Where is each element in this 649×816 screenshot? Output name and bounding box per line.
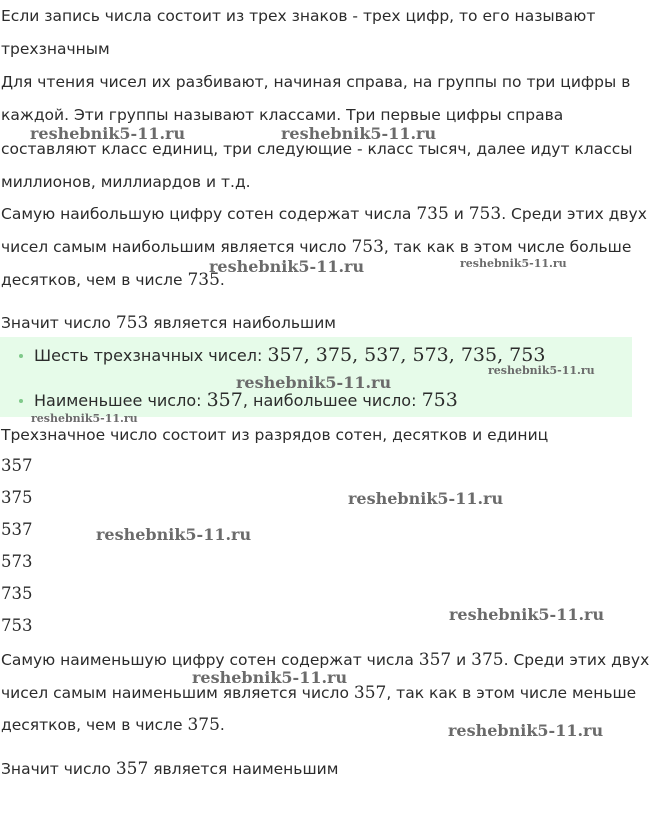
math-number: 753 [421, 389, 458, 411]
answer-item-six-numbers [34, 344, 545, 367]
math-number: 375 [471, 650, 504, 670]
text-segment: . [219, 271, 225, 289]
math-number: 753 [468, 204, 502, 224]
math-number: 357 [115, 759, 149, 779]
text-segment: Наименьшее число: [34, 391, 207, 410]
watermark: reshebnik5-11.ru [209, 257, 365, 276]
text-segment: является наибольшим [148, 314, 336, 332]
paragraph-greatest-conclusion [1, 313, 336, 333]
text-segment: Шесть трехзначных чисел: [34, 346, 268, 365]
paragraph-least-conclusion [1, 759, 338, 779]
text-segment: чисел самым наименьшим является число [1, 684, 354, 702]
text-segment: Значит число [1, 760, 116, 778]
watermark: reshebnik5-11.ru [281, 124, 437, 143]
text-segment: . Среди этих двух [503, 651, 649, 669]
paragraph-least-line1 [1, 650, 649, 670]
text-segment: , так как в этом числе больше [383, 238, 632, 256]
math-number: 375 [187, 715, 220, 735]
text-segment: чисел самым наибольшим является число [1, 238, 352, 256]
text-segment: десятков, чем в числе [1, 716, 188, 734]
watermark: reshebnik5-11.ru [96, 525, 252, 544]
text-segment: . Среди этих двух [501, 205, 647, 223]
math-number: 357 [418, 650, 452, 670]
watermark: reshebnik5-11.ru [448, 721, 604, 740]
math-number-list: 357, 375, 537, 573, 735, 753 [267, 344, 546, 366]
text-segment: Значит число [1, 314, 116, 332]
math-number: 753 [351, 237, 384, 257]
number-item: 357 [1, 456, 33, 475]
number-item: 537 [1, 520, 33, 539]
number-item: 735 [1, 584, 33, 603]
text-segment: и [448, 205, 469, 223]
paragraph-classes-line1: Для чтения чисел их разбивают, начиная справа, на группы по три цифры в [1, 73, 631, 91]
paragraph-classes-line2: каждой. Эти группы называют классами. Три первые цифры справа [1, 106, 564, 124]
paragraph-intro-line1: Если запись числа состоит из трех знаков - трех цифр, то его называют [1, 7, 596, 25]
watermark: reshebnik5-11.ru [348, 489, 504, 508]
watermark: reshebnik5-11.ru [192, 668, 348, 687]
text-segment: , наибольшее число: [242, 391, 422, 410]
math-number: 735 [416, 204, 449, 224]
paragraph-greatest-line1 [1, 204, 647, 224]
paragraph-intro-line2: трехзначным [1, 40, 110, 58]
math-number: 357 [206, 389, 243, 411]
text-segment: . [219, 716, 225, 734]
text-segment: десятков, чем в числе [1, 271, 188, 289]
paragraph-greatest-line3 [1, 270, 225, 290]
watermark: reshebnik5-11.ru [30, 124, 186, 143]
number-item: 753 [1, 616, 33, 635]
answer-item-min-max [34, 389, 458, 412]
watermark: reshebnik5-11.ru [449, 605, 605, 624]
text-segment: Самую наименьшую цифру сотен содержат числа [1, 651, 419, 669]
watermark: reshebnik5-11.ru [31, 412, 138, 425]
paragraph-greatest-line2 [1, 237, 631, 257]
math-number: 735 [187, 270, 220, 290]
paragraph-digits: Трехзначное число состоит из разрядов сотен, десятков и единиц [1, 426, 549, 444]
paragraph-classes-line3: составляют класс единиц, три следующие - класс тысяч, далее идут классы [1, 140, 633, 158]
number-item: 375 [1, 488, 33, 507]
text-segment: является наименьшим [148, 760, 339, 778]
bullet-marker [19, 399, 23, 403]
watermark: reshebnik5-11.ru [488, 364, 595, 377]
number-item: 573 [1, 552, 33, 571]
paragraph-least-line3 [1, 715, 225, 735]
math-number: 753 [115, 313, 149, 333]
watermark: reshebnik5-11.ru [236, 373, 392, 392]
math-number: 357 [353, 683, 387, 703]
text-segment: и [451, 651, 472, 669]
watermark: reshebnik5-11.ru [460, 257, 567, 270]
paragraph-classes-line4: миллионов, миллиардов и т.д. [1, 173, 251, 191]
bullet-marker [19, 354, 23, 358]
text-segment: Самую наибольшую цифру сотен содержат числа [1, 205, 417, 223]
text-segment: , так как в этом числе меньше [386, 684, 637, 702]
